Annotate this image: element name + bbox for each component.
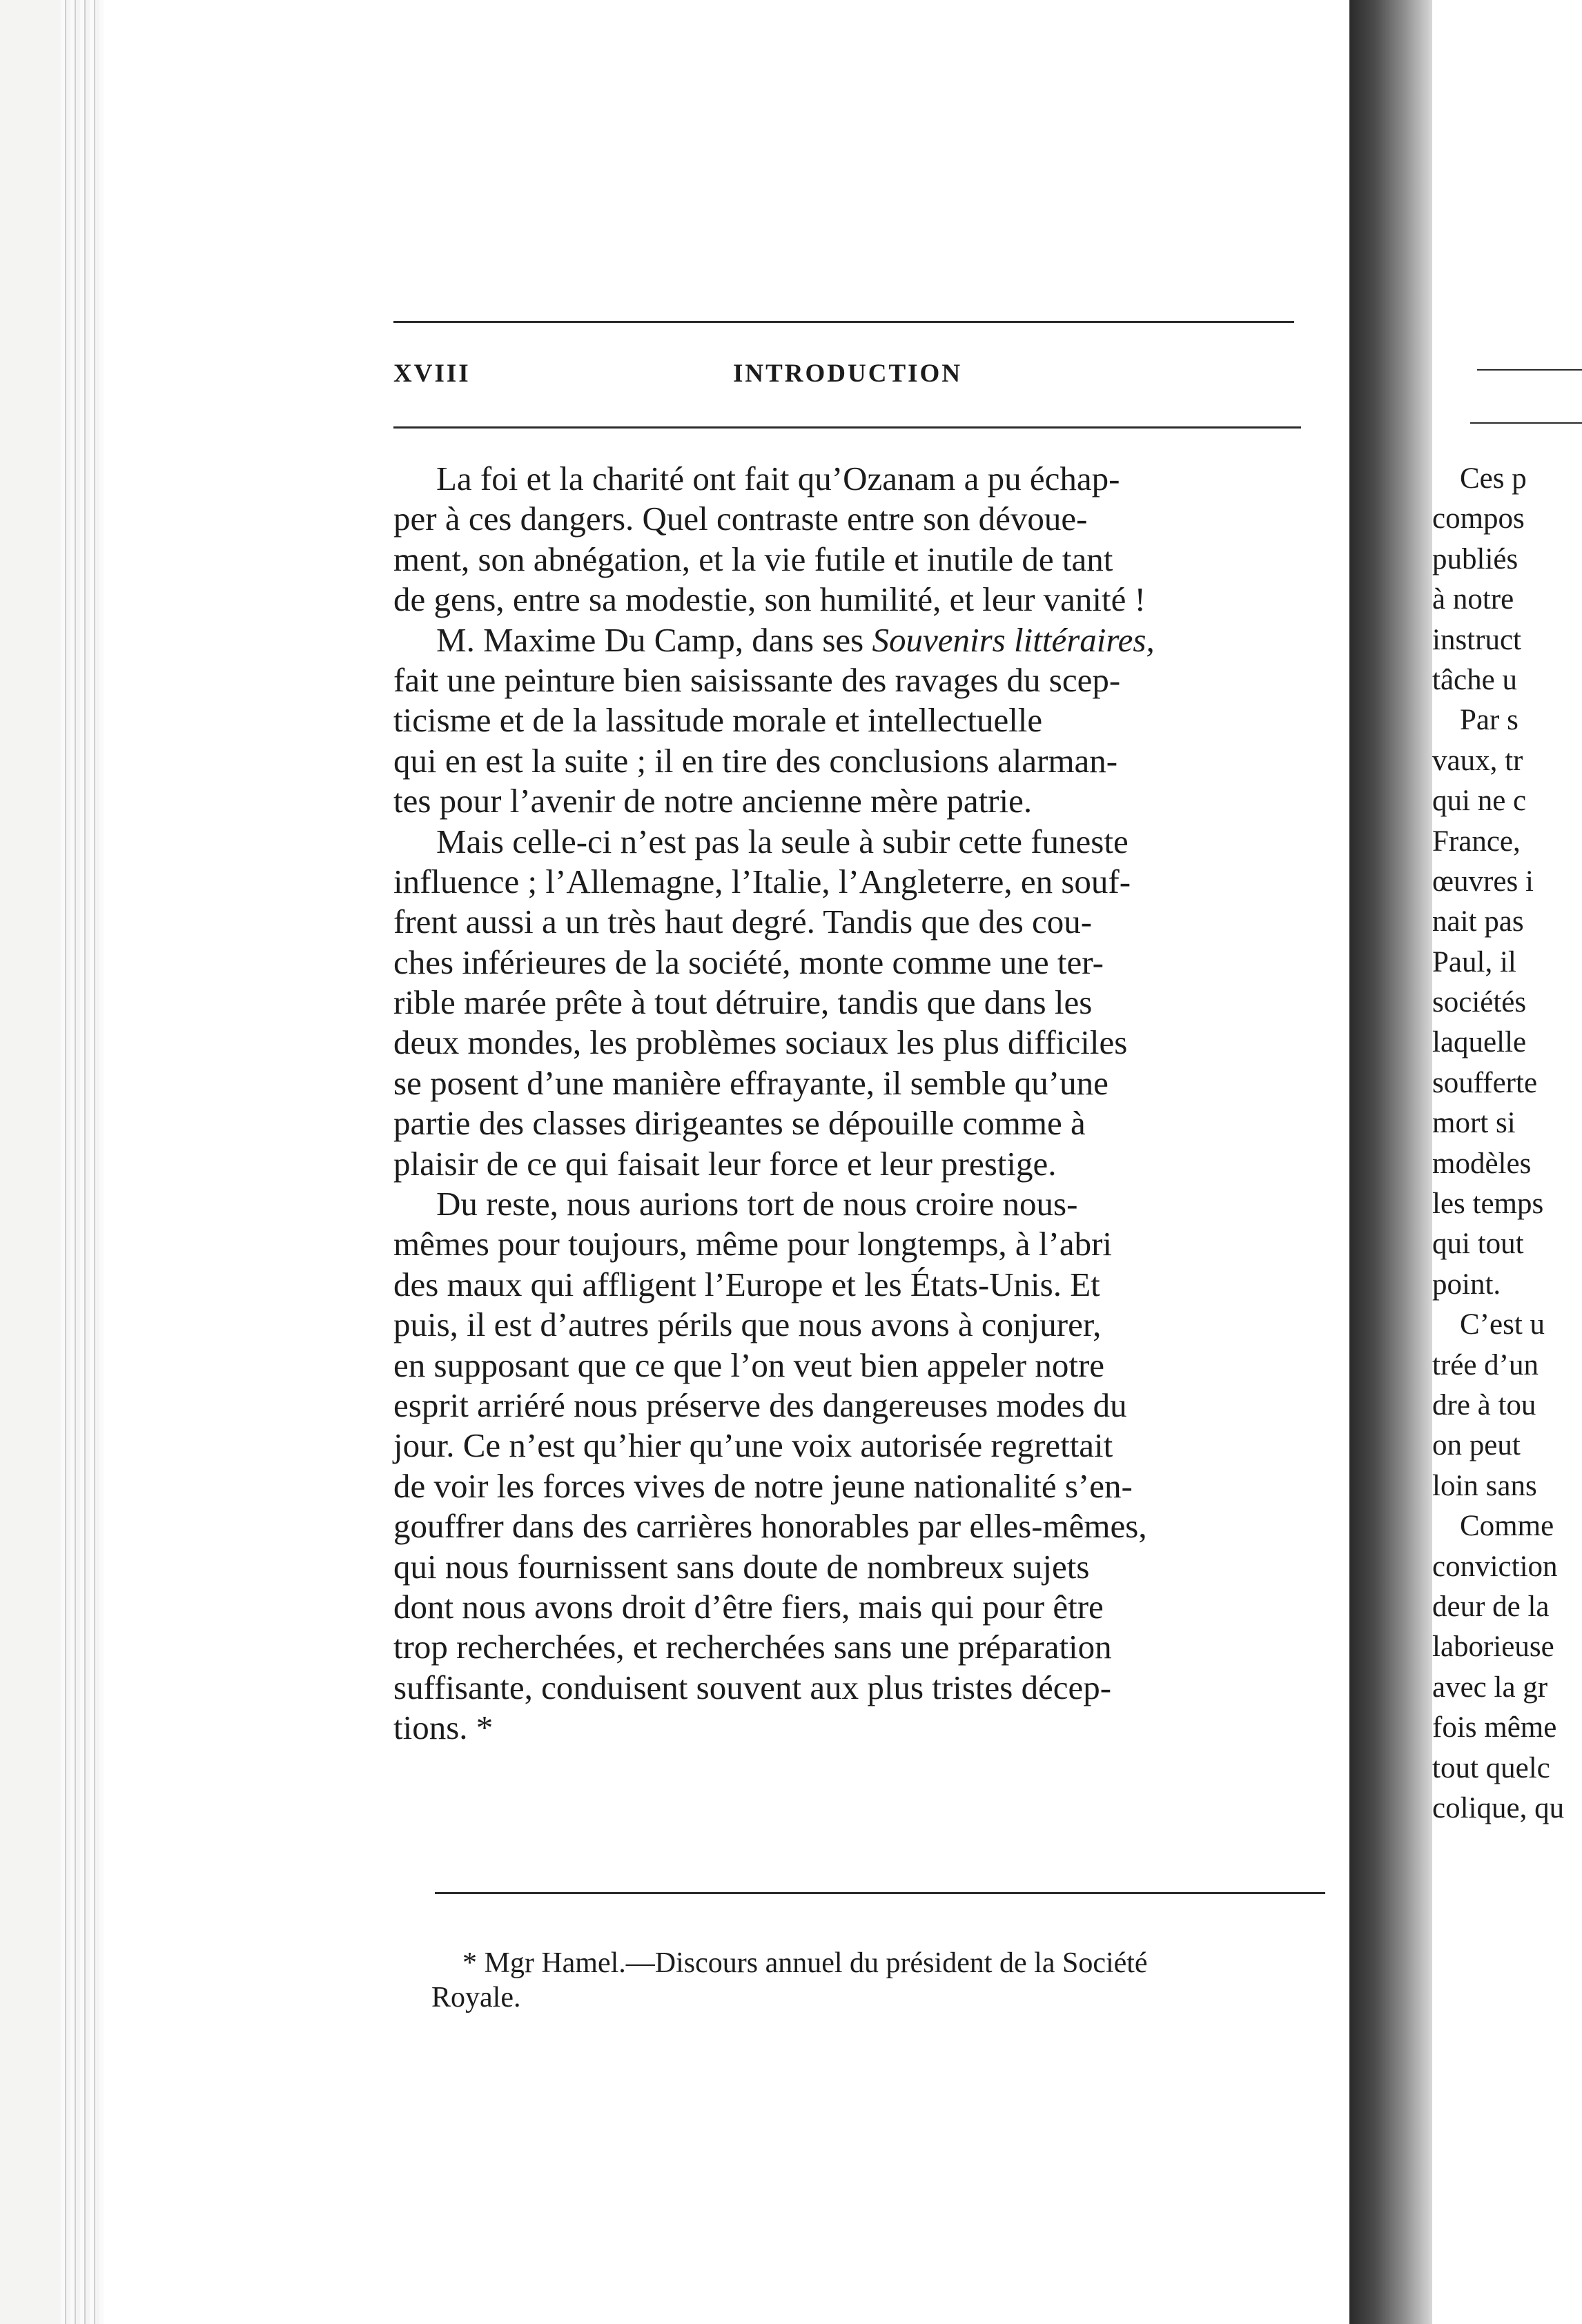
text-line: tes pour l’avenir de notre ancienne mère patrie. [393, 782, 1033, 820]
facing-line: deur de la [1432, 1590, 1550, 1623]
text-line: se posent d’une manière effrayante, il semble qu’une [393, 1063, 1109, 1102]
text-line [393, 620, 1329, 660]
facing-line: qui ne c [1432, 785, 1527, 818]
footnote-line: Royale. [431, 1982, 521, 2013]
text-line: frent aussi a un très haut degré. Tandis que des cou- [393, 903, 1093, 941]
text-line: de voir les forces vives de notre jeune nationalité s’en- [393, 1466, 1133, 1505]
text-line: qui nous fournissent sans doute de nombreux sujets [393, 1547, 1090, 1586]
facing-line: dre à tou [1432, 1388, 1536, 1421]
header-bottom-rule [393, 426, 1301, 429]
facing-line: Comme [1460, 1510, 1554, 1543]
facing-line: les temps [1432, 1188, 1544, 1221]
text-line: mêmes pour toujours, même pour longtemps, à l’abri [393, 1225, 1113, 1263]
facing-line: Ces p [1460, 462, 1527, 495]
facing-line: laborieuse [1432, 1631, 1554, 1664]
footnote-rule [435, 1892, 1325, 1894]
facing-line: instruct [1432, 623, 1521, 656]
text-line: en supposant que ce que l’on veut bien appeler notre [393, 1346, 1105, 1384]
text-line: dont nous avons droit d’être fiers, mais qui pour être [393, 1587, 1104, 1626]
facing-line: soufferte [1432, 1066, 1538, 1099]
facing-line: C’est u [1460, 1308, 1545, 1341]
facing-line: mort si [1432, 1107, 1516, 1140]
facing-line: Par s [1460, 704, 1518, 737]
text-line: per à ces dangers. Quel contraste entre son dévoue- [393, 500, 1088, 538]
facing-header-rule [1477, 369, 1582, 371]
facing-line: on peut [1432, 1429, 1521, 1462]
facing-line: avec la gr [1432, 1671, 1548, 1704]
text-line: ches inférieures de la société, monte comme une ter- [393, 943, 1104, 981]
facing-line: modèles [1432, 1147, 1532, 1180]
footnote-line: * Mgr Hamel.—Discours annuel du président de la Société [462, 1947, 1148, 1979]
text-line: plaisir de ce qui faisait leur force et leur prestige. [393, 1144, 1057, 1183]
facing-line: vaux, tr [1432, 744, 1523, 777]
facing-line: nait pas [1432, 905, 1524, 938]
facing-line: point. [1432, 1268, 1501, 1301]
facing-line: compos [1432, 502, 1525, 535]
text-line: fait une peinture bien saisissante des ravages du scep- [393, 660, 1121, 699]
footnote [431, 1946, 1329, 2015]
text-line: partie des classes dirigeantes se dépouille comme à [393, 1104, 1086, 1143]
text-line: influence ; l’Allemagne, l’Italie, l’Angleterre, en souf- [393, 862, 1131, 900]
text-line: des maux qui affligent l’Europe et les États-Unis. Et [393, 1265, 1100, 1303]
facing-line: qui tout [1432, 1228, 1524, 1261]
text-line: deux mondes, les problèmes sociaux les plus difficiles [393, 1023, 1128, 1062]
facing-line: publiés [1432, 542, 1518, 575]
facing-line: sociétés [1432, 986, 1527, 1019]
book-title-italic: Souvenirs littéraires, [872, 620, 1155, 659]
running-title: INTRODUCTION [733, 360, 963, 388]
text-line: gouffrer dans des carrières honorables par elles-mêmes, [393, 1507, 1147, 1546]
facing-line: œuvres i [1432, 865, 1534, 898]
facing-line: fois même [1432, 1711, 1557, 1744]
text-line: rible marée prête à tout détruire, tandis que dans les [393, 983, 1093, 1022]
page-number: XVIII [393, 360, 471, 388]
text-line: ticisme et de la lassitude morale et intellectuelle [393, 701, 1043, 740]
text-line: trop recherchées, et recherchées sans une préparation [393, 1628, 1112, 1666]
text-line: qui en est la suite ; il en tire des conclusions alarman- [393, 741, 1118, 780]
text-line: Du reste, nous aurions tort de nous croire nous- [436, 1185, 1078, 1223]
facing-line: trée d’un [1432, 1348, 1539, 1381]
facing-line: France, [1432, 825, 1521, 858]
facing-line: à notre [1432, 583, 1514, 616]
facing-line: tâche u [1432, 663, 1517, 696]
text-line: jour. Ce n’est qu’hier qu’une voix autorisée regrettait [393, 1426, 1113, 1465]
facing-line: conviction [1432, 1550, 1558, 1583]
text-line: de gens, entre sa modestie, son humilité, et leur vanité ! [393, 580, 1146, 619]
text-line: esprit arriéré nous préserve des dangereuses modes du [393, 1386, 1127, 1424]
page-edges [61, 0, 109, 2324]
facing-header-rule-2 [1470, 422, 1582, 424]
facing-line: loin sans [1432, 1469, 1537, 1502]
facing-line: Paul, il [1432, 945, 1516, 978]
text-line: tions. * [393, 1708, 494, 1747]
header-top-rule [393, 321, 1294, 323]
text-line: ment, son abnégation, et la vie futile et inutile de tant [393, 540, 1113, 578]
main-text [393, 459, 1329, 1749]
text-line: suffisante, conduisent souvent aux plus tristes décep- [393, 1668, 1112, 1706]
facing-line: tout quelc [1432, 1751, 1550, 1784]
facing-line: laquelle [1432, 1026, 1527, 1059]
text-line: Mais celle-ci n’est pas la seule à subir cette funeste [436, 822, 1129, 860]
facing-line: colique, qu [1432, 1791, 1565, 1824]
facing-page-text [1432, 459, 1582, 1829]
text-line: La foi et la charité ont fait qu’Ozanam a pu échap- [436, 460, 1120, 498]
book-gutter [1349, 0, 1432, 2324]
text-line: puis, il est d’autres périls que nous avons à conjurer, [393, 1306, 1102, 1344]
text-segment: M. Maxime Du Camp, dans ses [436, 620, 864, 659]
